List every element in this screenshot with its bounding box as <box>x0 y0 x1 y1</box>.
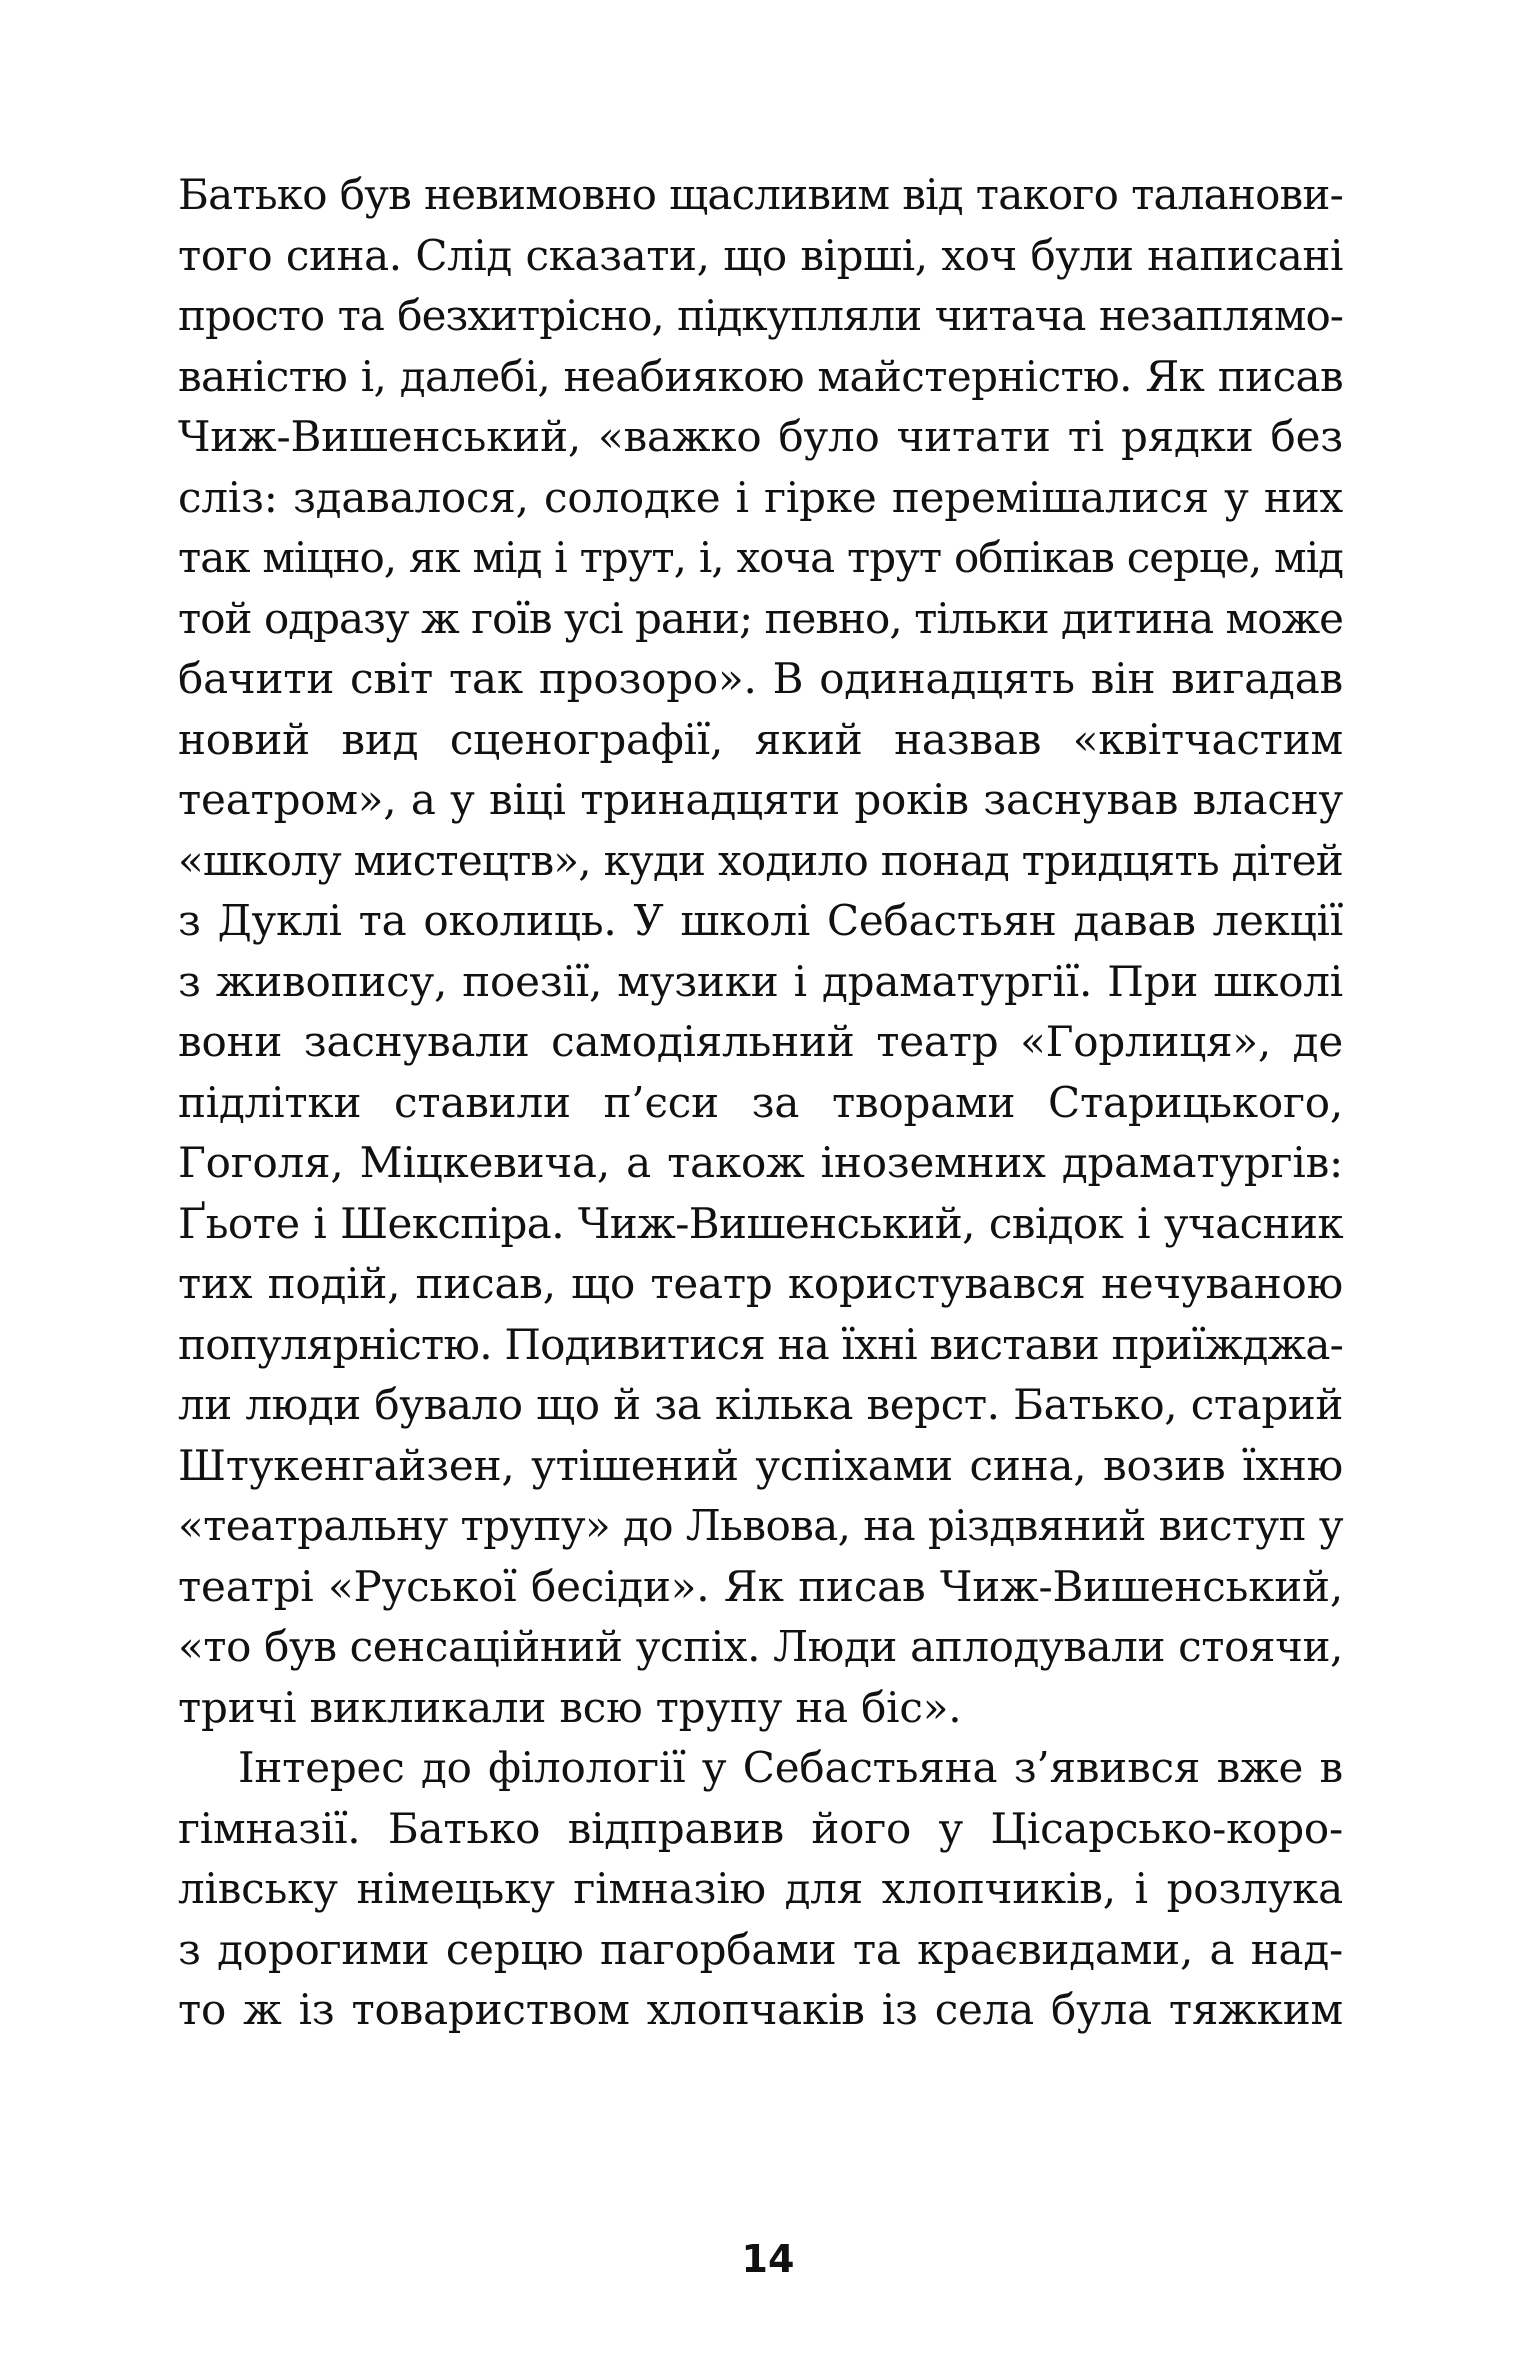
text-line: Інтерес до філології у Себастьяна з’явився вже в <box>238 1743 1343 1792</box>
text-line: Гоголя, Міцкевича, а також іноземних драматургів: <box>178 1138 1343 1187</box>
text-line: ваністю і, далебі, неабиякою майстерністю. Як писав <box>178 351 1343 401</box>
text-line: театрі «Руської бесіди». Як писав Чиж-Вишенський, <box>178 1561 1343 1611</box>
text-line: бачити світ так прозоро». В одинадцять він вигадав <box>178 654 1343 703</box>
text-line: з живопису, поезії, музики і драматургії. При школі <box>178 956 1343 1006</box>
text-line: «то був сенсаційний успіх. Люди аплодували стоячи, <box>178 1622 1343 1671</box>
text-line: тих подій, писав, що театр користувався нечуваною <box>178 1259 1343 1308</box>
text-line: сліз: здавалося, солодке і гірке перемішалися у них <box>178 472 1343 522</box>
text-line: гімназії. Батько відправив його у Цісарсько-коро- <box>178 1803 1343 1853</box>
text-line: Штукенгайзен, утішений успіхами сина, возив їхню <box>178 1440 1343 1490</box>
text-line: з Дуклі та околиць. У школі Себастьян давав лекції <box>178 896 1343 945</box>
text-line: з дорогими серцю пагорбами та краєвидами, а над- <box>178 1924 1343 1974</box>
text-line: Батько був невимовно щасливим від такого таланови- <box>178 170 1343 219</box>
text-line: Ґьоте і Шекспіра. Чиж-Вишенський, свідок і учасник <box>178 1198 1343 1248</box>
text-line: то ж із товариством хлопчаків із села була тяжким <box>178 1985 1343 2034</box>
text-line: «школу мистецтв», куди ходило понад тридцять дітей <box>178 835 1343 885</box>
body-text <box>178 165 1343 2041</box>
text-line: Чиж-Вишенський, «важко було читати ті рядки без <box>178 412 1343 461</box>
page-number: 14 <box>741 2237 795 2281</box>
paragraph-1 <box>178 165 1343 1738</box>
text-line: підлітки ставили п’єси за творами Старицького, <box>178 1077 1343 1127</box>
paragraph-2 <box>178 1738 1343 2041</box>
text-line: ли люди бувало що й за кілька верст. Батько, старий <box>178 1380 1343 1429</box>
text-line: популярністю. Подивитися на їхні вистави приїжджа- <box>178 1319 1343 1369</box>
text-line: «театральну трупу» до Львова, на різдвяний виступ у <box>178 1501 1343 1550</box>
text-line: новий вид сценографії, який назвав «квітчастим <box>178 714 1343 764</box>
text-line: просто та безхитрісно, підкупляли читача незаплямо- <box>178 291 1343 340</box>
text-line: того сина. Слід сказати, що вірші, хоч були написані <box>178 230 1343 280</box>
text-line: лівську німецьку гімназію для хлопчиків, і розлука <box>178 1864 1343 1913</box>
text-line: той одразу ж гоїв усі рани; певно, тільки дитина може <box>178 593 1343 643</box>
text-line: тричі викликали всю трупу на біс». <box>178 1682 962 1732</box>
text-line: вони заснували самодіяльний театр «Горлиця», де <box>178 1017 1343 1066</box>
text-line: театром», а у віці тринадцяти років заснував власну <box>178 775 1343 824</box>
text-line: так міцно, як мід і трут, і, хоча трут обпікав серце, мід <box>178 533 1343 582</box>
